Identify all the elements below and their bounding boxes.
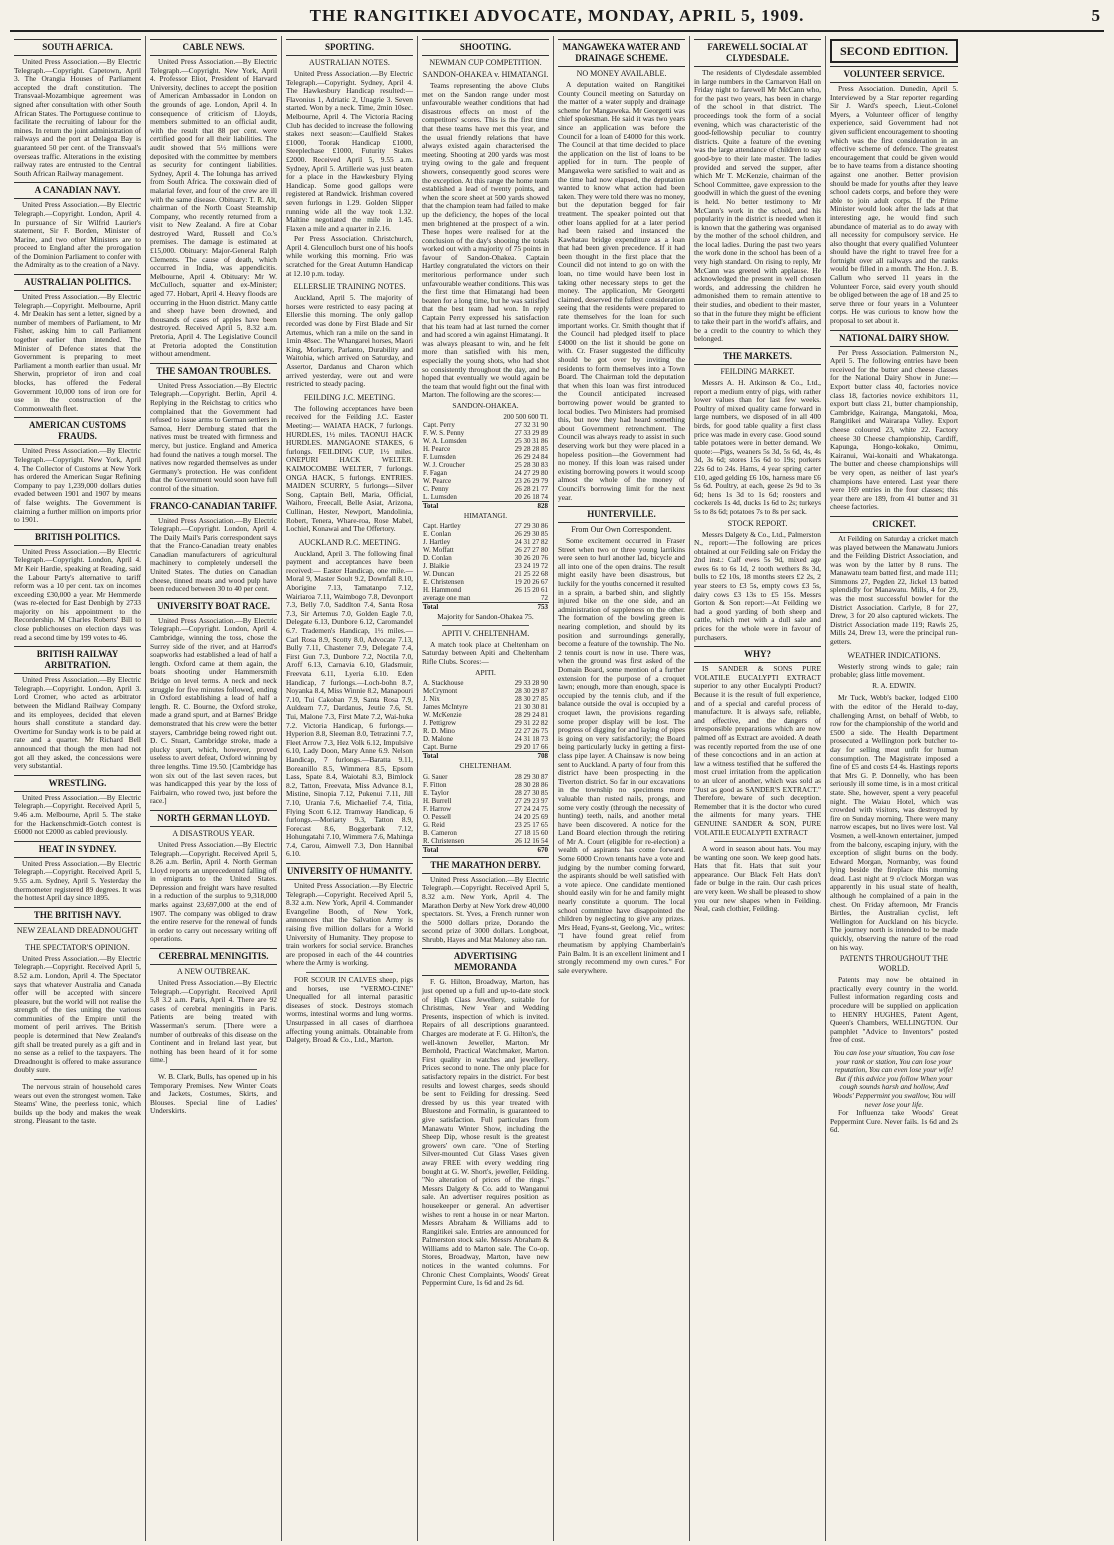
article-body: United Press Association.—By Electric Telegraph.—Copyright. Capetown, April 3. The Orangia Houses of Parliament accepted the draft constitution. The Transvaal-Mozambique agreement was signed after consultation with other South African States. The Portuguese continue to facilitate the recruiting of labour for the mines. In return the joint administration of railways and the port at Delagoa Bay is guaranteed 50 per cent. of the Transvaal's overseas traffic. Alterations in the existing railway rates are entrusted to the Central South African Railway management. [14,57,141,178]
table-row [422,461,549,469]
table-cell: J. Hartley [423,538,451,547]
subheading: SANDON-OHAKEA v. HIMATANGI. [422,70,549,79]
article-body: United Press Association.—By Electric Telegraph.—Copyright. Sydney, April 4. The Hawkesbury Handicap resulted:—Flavonius 1, Adriatic 2, Unagrie 3. Seven started. Won by a neck. Time, 2min 10sec. Melbourne, April 4. The Victoria Racing Club has decided to increase the following stakes next season:—Caulfield Stakes £1000, Toorak Handicap £1000, Steeplechase £1000, Futurity Stakes £2000. Received April 5, 9.55 a.m. Sydney, April 5. Artillerie was just beaten for a place in the Hawkesbury Flying Handicap. Some good gallops were registered at Randwick. Irishman covered seven furlongs in 1.29. Golden Slipper running wide all the way took 1.32. Maltine negotiated the mile in 1.45. Flaxen a mile and a quarter in 2.16. [286,69,413,233]
table-cell: 24 20 25 69 [514,812,548,821]
table-row [422,546,549,554]
headline: WHY? [694,646,821,663]
table-cell: W. Pearce [423,476,452,485]
headline: NORTH GERMAN LLOYD. [150,810,277,827]
subheading: NO MONEY AVAILABLE. [576,69,667,78]
table-cell: J. Pettigrew [423,719,457,728]
table-cell: F. Harrow [423,804,452,813]
table-cell: James McIntyre [423,703,468,712]
table-row [422,530,549,538]
advertisement-patents [830,954,958,1045]
table-cell: W. J. Croucher [423,460,465,469]
subheading: AUCKLAND R.C. MEETING. [298,537,401,547]
column-2 [146,36,282,1541]
article-body: Messrs Dalgety & Co., Ltd., Palmerston N., report:—The following are prices obtained at our Feilding sale on Friday the 2nd inst.: Calf ewes 5s 9d, mixed age ewes 6s to 6s 1d, 2 tooth wethers 8s 3d, bulls to £2 10s, 18 months steers £2 2s, 2 year steers to £3 5s, empty cows £3 5s, dairy cows £3 13s to £5 15s. Messrs Gorton & Son report:—At Feilding we had a good yarding of both sheep and cattle, which met with a dull sale and prices for the whole were in favour of purchasers. [694,529,821,642]
table-cell: F. Lumsden [423,452,456,461]
article-heat-sydney [14,841,141,903]
article-cable-news [150,39,277,359]
advertisement: A word in season about hats. You may be wanting one soon. We keep good hats. Hats that fit. Hats that suit your appearance. Our Black Felt Hats don't fade or bulge in the rain. Our cash prices are very keen. We shall be pleased to show you our new shapes when in Feilding. Neal, cash clothier, Feilding. [694,844,821,914]
article-wrestling [14,775,141,837]
table-row [422,789,549,797]
table-row [422,562,549,570]
table-cell: 828 [485,501,549,510]
article-feilding-jc [286,393,413,534]
article-farewell-social [694,39,821,344]
divider [306,972,393,973]
article-body: United Press Association.—By Electric Telegraph.—Copyright. London, April 3. Lord Cromer, who acted as arbitrator between the Midland Railway Company and its employees, decided that eleven hours shall constitute a standard day. Overtime for Sunday work is to be paid at rate and a quarter. Mr Richard Bell announced that though the men had not got all they asked, the concessions were very substantial. [14,675,141,771]
article-body: United Press Association.—By Electric Telegraph.—Copyright. Received April 5, 9.55 a.m. Sydney, April 5. Yesterday the thermometer registered 89 degrees. It was the hottest April day since 1895. [14,858,141,903]
table-cell: R. D. Mino [423,727,455,736]
table-cell: 27 33 29 89 [514,428,548,437]
table-cell: F. W. S. Penny [423,428,465,437]
table-row [422,773,549,781]
table-row [422,493,549,502]
article-meningitis [150,948,277,1065]
headline: BRITISH POLITICS. [14,529,141,546]
advertisement-verse: You can lose your situation, You can lose your rank or station, You can lose your reputation, You can even lose your wife! But if this advice you follow When your cough sounds harsh and hollow, And Woods' Peppermint you swallow, You will never lose your life. [832,1047,956,1109]
headline: AMERICAN CUSTOMS FRAUDS. [14,417,141,445]
table-cell: 670 [492,845,549,854]
article-north-german-lloyd [150,810,277,944]
divider [34,1079,121,1080]
table-cell: 25 30 31 86 [514,436,548,445]
table-row [422,813,549,821]
headline: VOLUNTEER SERVICE. [830,66,958,83]
article-body: United Press Association.—By Electric Telegraph.—Copyright. Received April 5,8 3.2 a.m. Paris, April 4. There are 92 cases of cerebral meningitis in Paris. Patients are being treated with Wasserman's serum. [There were a number of outbreaks of this disease on the Continent and in Ireland last year, but nothing has been heard of it for some time.] [150,978,277,1065]
subheading: NEW ZEALAND DREADNOUGHT [16,925,139,935]
headline: THE MARATHON DERBY. [422,857,549,874]
headline: HEAT IN SYDNEY. [14,841,141,858]
subheading: STOCK REPORT. [727,518,788,528]
table-cell: 29 28 28 85 [514,444,548,453]
table-cell: W. Duncan [423,570,455,579]
subheading: From Our Own Correspondent. [571,525,672,535]
article-body: The residents of Clydesdale assembled in large numbers in the Carnarvon Hall on Friday night to farewell Mr McCann who, for the past two years, has been in charge of the school in that district. The proceedings took the form of a social evening, which was characteristic of the good-fellowship peculiar to country districts. Quite a feature of the evening was the large attendance of children to say good-bye to their late master. The ladies provided and served the supper, after which Mr T. McKenzie, chairman of the School Committee, gave expression to the goodwill in which the guest of the evening is held. No better testimony to Mr McCann's work in the school, and his popularity in the district is needed when it is known that the gathering was organised by the mother of the school children, and the local ladies. During the past two years the work done in the school has been of a very high standard. On rising to reply, Mr McCann was greeted with applause. He acknowledged the present in well chosen words, and addressing the children he admonished them to remain attentive to their studies, and obedient to their master, so that in the future they might be efficient to take their part in the world's affairs, and be a credit to the country to which they belonged. [694,68,821,344]
table-cell: 26 27 27 80 [514,546,548,555]
article-markets [694,348,821,642]
table-row [422,805,549,813]
article-railway-arbitration [14,646,141,771]
article-advertising-memoranda [422,948,549,1287]
table-cell: 26 12 16 54 [514,836,548,845]
table-cell: 26 28 21 77 [514,484,548,493]
table-cell: Total [422,752,495,761]
masthead-title: THE RANGITIKEI ADVOCATE, MONDAY, APRIL 5, 1909. [309,6,805,25]
article-body: Per Press Association. Palmerston N., April 5. The following entries have been received for the butter and cheese classes for the National Dairy Show in June:—Export butter class 40, factories novice class 18, factories novice exhibitors 11, export butt class 21, butter championship, Cambridge, Kairanga, Mangatoki, Moa, Rangitikei and Wairarapa Valley. Export cheese coloured 23, white 22. Factory cheese 30 Cheese championship, Cardiff, Kapunga, Hongo-kokako, Omimu, Kairanui, Wai-konaiti and Whakatonga. The butter and cheese championships will be very open, as neither of last year's champions have entered. Last year there were 169 entries in the four classes; this year there are 189, from 41 butter and 31 cheese factories. [830,347,958,512]
table-cell: F. Fitton [423,780,447,789]
table-cell: B. Cameron [423,828,457,837]
article-american-customs [14,417,141,524]
article-dairy-show [830,330,958,512]
table-cell: W. Moffatt [423,546,454,555]
article-british-navy [14,907,141,1075]
table-cell: 29 33 28 90 [514,679,548,688]
headline: CEREBRAL MENINGITIS. [150,948,277,965]
article-body: United Press Association.—By Electric Telegraph.—Copyright. Received April 5, 8.32 a.m. New York, April 4. Commander Evangeline Booth, of New York, announces that the Salvation Army is raising five million dollars for a World University of Humanity. They propose to train workers for social service. Branches are proposed in each of the 44 countries where the Army is working. [286,881,413,968]
article-body: United Press Association.—By Electric Telegraph.—Copyright. Berlin, April 4. Replying in the Reichstag to critics who complained that the Government had refused to issue arms to German settlers in Samoa, Herr Dernburg stated that the natives must be treated with firmness and mercy, but justice. England and America had found the natives a tough morsel. The natives now regarded themselves as under Germany's protection. He was confident that the Government would soon have full control of the situation. [150,380,277,493]
article-weather [830,651,958,691]
table-row [422,821,549,829]
table-row [422,421,549,429]
article-body: Mr Tuck, Webb's backer, lodged £100 with the editor of the Herald to-day, challenging Arnst, on behalf of Webb, to row for the championship of the world and £500 a side. The Health Department prosecuted a Wellington pork butcher to-day for selling meat unfit for human consumption. The Magistrate imposed a fine of £5 and costs £4 4s. Hastings reports that Mrs G. P. Donnelly, who has been seriously ill some time, is in a most critical state. She, however, spent a very peaceful night. The Waiau Hotel, which was crowded with visitors, was destroyed by fire on Sunday morning. There were many narrow escapes, but no lives were lost. Val Vosmen, a well-known entertainer, jumped from the balcony, escaping injury, with the exception of slight burns on the body. Edward Morgan, Normanby, was found lying beside the fireplace this morning dead. Last night at 9 o'clock Morgan was apparently in his usual state of health, although he complained of a pain in the chest. On Friday afternoon, Mr Francis Birtles, the Australian cyclist, left Wellington for Auckland on his bicycle. The journey north is intended to be made quickly, observing the nature of the road on his way. [830,693,958,952]
subheading: FEILDING MARKET. [720,367,795,376]
subheading: APITI V. CHELTENHAM. [441,628,530,638]
table-row [422,429,549,437]
column-5 [554,36,690,1541]
article-body: United Press Association.—By Electric Telegraph.—Copyright. Received April 5, 9.46 a.m. Melbourne, April 5. The stake for the Hackenschmidt-Gotch contest is £6000 not £2000 as cabled previously. [14,792,141,837]
second-edition-banner: SECOND EDITION. [830,39,958,63]
signature: R. A. EDWIN. [872,680,916,690]
article-university-humanity [286,863,413,968]
table-row [422,837,549,846]
table-cell: 23 24 19 72 [514,562,548,571]
divider [442,625,529,626]
subheading: A NEW OUTBREAK. [177,967,250,977]
table-row [422,679,549,687]
article-australian-notes [286,58,413,278]
table-row [422,522,549,530]
range-header: 200 500 600 Tl. [503,412,548,421]
table-cell: D. Malone [423,735,453,744]
article-body: Messrs A. H. Atkinson & Co., Ltd., report a medium entry of pigs, with rather lower values than for last few weeks. Poultry of mixed quality came forward in large numbers, we disposed of in all 400 birds, for good table quality a first class price was made in every case. Good sound table potatoes were in better demand. We quote:—Pigs, weaners 5s 3d, 5s 6d, 4s, 4s 3d, 3s 6d; stores 15s 6d to 19s; porkers 22s 6d to 24s. Hams, 4 year spring carter £10, aged gelding £6 10s, harness mare £6 5s 6d. Poultry, at each, geese 2s 9d to 3s 6d; hens 1s 3d to 1s 6d; roosters and cockerels 1s 4d, ducks 1s 6d to 2s; turkeys 5s to 8s 6d; potatoes 7s to 8s per sack. [694,378,821,516]
table-cell: 28 29 24 81 [514,711,548,720]
column-7 [826,36,962,1541]
team-label: CHELTENHAM. [459,761,512,771]
article-body: The following acceptances have been received for the Feilding J.C. Easter Meeting:— WAIATA HACK, 7 furlongs. HURDLES, 1½ miles. TAONUI HACK HURDLES. MANGAONE STAKES, 6 furlongs. FEILDING CUP, 1½ miles. ONEPURI HACK WELTER. KAIMOCOMBE WELTER, 7 furlongs. ONGA HACK, 5 furlongs. ENTRIES. MAIDEN SCURRY, 5 furlongs—Silver Song, Captain Bell, Maria, Official, Waihoro, Freecall, Belle Asiat, Arizona, Cullinan, Hester, Newport, Mandolinia, Robert, Tenera, Whare-roa, Rose Mabel, Lochiel, Konawai and The Offertory. [286,403,413,534]
total-row [422,501,549,510]
columns [10,36,1104,1541]
subheading: AUSTRALIAN NOTES. [309,58,390,67]
table-cell: R. Christensen [423,836,465,845]
table-cell: Capt. Hartley [423,522,461,531]
column-6 [690,36,826,1541]
table-cell: 27 24 24 75 [514,804,548,813]
headline: HUNTERVILLE. [558,506,685,523]
article-body: Per Press Association. Christchurch, April 4. Glenculloch burst one of his hoofs while working this morning. Frio was scratched for the Great Autumn Handicap at 12.10 p.m. today. [286,234,413,278]
article-body: A match took place at Cheltenham on Saturday between Apiti and Cheltenham Rifle Clubs. Scores:— [422,639,549,666]
divider [34,939,121,940]
team-label: SANDON-OHAKEA. [452,400,519,410]
table-cell: 20 26 18 74 [514,492,548,501]
table-cell: 28 29 30 87 [514,772,548,781]
column-4 [418,36,554,1541]
article-british-politics [14,529,141,643]
headline: THE SAMOAN TROUBLES. [150,363,277,380]
table-cell: 21 30 30 81 [514,703,548,712]
article-franco-canadian [150,498,277,594]
table-row [422,538,549,546]
column-3 [282,36,418,1541]
divider [714,841,801,842]
advertisement: For Influenza take Woods' Great Peppermint Cure. Never fails. 1s 6d and 2s 6d. [830,1108,958,1135]
headline: CABLE NEWS. [150,39,277,56]
subheading: A DISASTROUS YEAR. [172,828,255,838]
subheading: PATENTS THROUGHOUT THE WORLD. [839,954,949,974]
article-body: Some excitement occurred in Fraser Street when two or three young larrikins were seen to hurl another lad, bicycle and all into one of the open drains. The result might easily have been disastrous, but luckily for the youths concerned it resulted in a sprain, a barbed shin, and slightly injured bike on the one side, and an administration of suppleness on the other. The formation of the bowling green is nearing completion, and should by its position and surroundings generally, become a feature of the township. The No. 2 tennis court is now in use. There was, when the ground was first asked of the Domain Board, some mention of a further extension for the purpose of a croquet lawn; enough, more than enough, space is occupied by the tennis club, and if the balance outside the oval is occupied by a croquet lawn, the provisions regarding some proper display will be lost. The progress of digging for and laying of pipes is going on very satisfactorily; the Board being particularly lucky in getting a first-class pipe layer. A Chainsaw is now being sent to Auckland. A party of four from this district have been prospecting in the Tiverton district. So far in our excavations in the township no specimens more valuable than rusted nails, prongs, and some very costly (through the necessity of hunting) teeth, nails, and another metal have been discovered. A notice for the Land Board election through the retiring of Mr A. Court (eligible for re-election) a wealth of aspirants has come forward. Some 6000 Crown tenants have a vote and judging by the number coming forward, the aspirants should be well satisfied with a vote apiece. One candidate mentioned should easily win for he and family might nearly constitute a quorum. The local school committee have disappointed the children by neglecting to give any prizes. Mrs Head, Fyans-st, Geelong, Vic., writes: "I have found great relief from rheumatism by applying Chamberlain's Pain Balm. It is an excellent liniment and I strongly recommend my own cures." For sale everywhere. [558,536,685,975]
headline: UNIVERSITY BOAT RACE. [150,598,277,615]
headline: UNIVERSITY OF HUMANITY. [286,863,413,880]
table-cell: E. Taylor [423,788,449,797]
table-row [422,711,549,719]
score-table-himatangi [422,522,549,611]
score-table-apiti [422,679,549,760]
table-cell: 26 29 30 85 [514,530,548,539]
table-cell: J. Nix [423,695,440,704]
table-cell: 753 [496,603,549,612]
headline: A CANADIAN NAVY. [14,182,141,199]
table-cell: Total [422,603,496,612]
table-cell: 708 [495,752,550,761]
table-cell: F. Fagan [423,468,447,477]
article-body: IS SANDER & SONS PURE VOLATILE EUCALYPTI EXTRACT superior to any other Eucalypti Product? Because it is the result of full experience, and of a special and careful process of manufacture. It is always safe, reliable, and effective, and the dangers of irresponsible preparations which are now palmed off as Extract are avoided. A death was recently reported from the use of one of these concoctions and in an action at law a witness testified that he suffered the most cruel irritation from the application to an ulcer of another, which was sold as "Just as good as SANDER'S EXTRACT." Therefore, beware of such deception. Remember that it is the doctor who cured the ailments for many years. THE GENUINE SANDER & SON, PURE VOLATILE EUCALYPTI EXTRACT [694,664,821,837]
table-row [422,485,549,493]
table-cell: 26 15 20 61 [514,586,548,595]
table-cell: 29 31 22 82 [514,719,548,728]
table-cell: E. Christensen [423,578,464,587]
article-mangaweka-water [558,39,685,502]
article-body: United Press Association.—By Electric Telegraph.—Copyright. London, April 4. The Daily Mail's Paris correspondent says that the Franco-Canadian treaty enables Canadian manufacturers of agricultural machinery to completely undersell the United States. The duties on Canadian cheese, tinned meats and wood pulp have been reduced between 30 to 40 per cent. [150,515,277,594]
subheading: NEWMAN CUP COMPETITION. [429,58,542,67]
table-row [422,727,549,735]
table-cell: 23 25 17 65 [514,820,548,829]
table-cell: G. Reid [423,820,445,829]
table-cell: 26 29 24 84 [514,452,548,461]
article-body: Westerly strong winds to gale; rain probable; glass little movement. [830,661,958,680]
article-body: A deputation waited on Rangitikei County Council meeting on Saturday on the matter of a water supply and drainage scheme for Mangaweka. Mr Georgetti was chief spokesman. He said it was two years since an application was before the Council for a loan of £4000 for this work. The Council at that time decided to place the application on the list of loans to be applied for in turn. The people of Mangaweka were satisfied to wait and as the time had now elapsed, the deputation wanted to know what action had been taken. They were told there was no money, but the deputation begged for fair treatment. The speaker pointed out that other loans applied for at a later period had been raised and instanced the Kawhatau bridge expenditure as a loan that had been given precedence. If it had been thought in the first place that the Council did not intend to go on with the loan, no time would have been lost in taking other necessary steps to get the money. The application, Mr Georgetti claimed, deserved the fullest consideration seeing that the residents were prepared to rate themselves for the loan for such important works. Cr. Smith thought that if the Council had pledged itself to place £4000 on the list it should be gone on with. Cr. Fraser suggested the difficulty should be got over by inviting the residents to form themselves into a Town Board. The Chairman told the deputation that when this loan was first introduced the Council anticipated increased borrowing power would be granted to local bodies. Two Ministers had promised this, but now they had heard something about Government retrenchment. The Council was always ready to assist in such deserving work but they were placed in a hopeless position—the Government had no money. If this loan was raised under existing borrowing powers it would scoop almost the whole of the money of Council's borrowing limit for the next year. [558,80,685,502]
article-body: United Press Association.—By Electric Telegraph.—Copyright. London, April 4. Mr Keir Hardie, speaking at Reading, said the Labour Party's alternative to tariff reform was a 10 per cent. tax on incomes exceeding £30,000 a year. Mr Hemmerde (was re-elected for East Denbigh by 2733 majority on his appointment to the Recordership. M Charles Roberts' Bill to close publichouses on election days was read a second time by 199 votes to 46. [14,546,141,642]
table-cell: 28 30 28 86 [514,780,548,789]
article-body: Auckland, April 5. The majority of horses were restricted to easy pacing at Ellerslie this morning. The only gallop recorded was done by First Blade and Sir Artemus, which ran a mile on the sand in 1min 48sec. The Whangarei horses, Maori King, Moriarty, Parlanto, Durability and Waitohia, which arrived on Saturday, and Assertor, Dardanus and Charon which arrived yesterday, were out and were restricted to steady pacing. [286,293,413,389]
article-body: At Feilding on Saturday a cricket match was played between the Manawatu Juniors and the Feilding District Association, and was won by the latter by 8 runs. The Manawatu team batted first, and made 111; Simmons 27, Pegden 22, Jickel 13 batted splendidly for Manawatu. Mills, 4 for 29, was the most successful bowler for the District Association. Carlyle, 8 for 27, Drew, 3 for 20 also captured wickets. The District Association made 119; Rawls 25, Mills 24, Drew 13, were the principal run-getters. [830,533,958,647]
table-row [422,477,549,485]
advertisement: W. B. Clark, Bulls, has opened up in his Temporary Premises. New Winter Coats and Jackets, Costumes, Skirts, and Blouses. Special line of Ladies' Underskirts. [150,1071,277,1116]
table-cell: 28 30 29 87 [514,687,548,696]
article-body: United Press Association.—By Electric Telegraph.—Copyright. Received April 5, 8.52 a.m. London, April 4. The Spectator says that whatever Australia and Canada offer will be accepted with sincere pleasure, but the world will not realise the strength of the ties uniting the various communities of the Empire until the moment of peril arrives. The British people is determined that New Zealand's gift shall be treated purely as a gift and in no sense as a relief to the taxpayers. The Dreadnought is offered to make assurance doubly sure. [14,953,141,1075]
table-cell: 27 32 31 90 [514,420,548,429]
article-volunteer-service [830,66,958,326]
table-cell: O. Pessell [423,812,451,821]
subheading: FEILDING J.C. MEETING. [303,392,396,402]
table-cell: G. Sauer [423,772,448,781]
headline: FRANCO-CANADIAN TARIFF. [150,498,277,515]
table-cell: McCrymont [423,687,458,696]
subheading: ELLERSLIE TRAINING NOTES. [293,282,406,292]
divider [170,1069,257,1070]
article-hunterville [558,506,685,975]
article-australian-politics [14,274,141,413]
headline: ADVERTISING MEMORANDA [422,948,549,976]
headline: SPORTING. [286,39,413,56]
page-number: 5 [1091,6,1100,25]
headline: FAREWELL SOCIAL AT CLYDESDALE. [694,39,821,67]
table-cell: 28 30 27 85 [514,695,548,704]
article-body: United Press Association.—By Electric Telegraph.—Copyright. Received April 5, 8.26 a.m. Berlin, April 4. North German Lloyd reports an unprecedented falling off in emigrants to the United States. Depression and freight wars have resulted in a reduction of the surplus to 9,318,000 marks against 23,697,000 at the end of 1907. The company was obliged to draw the entire reserve for the renewal of funds in order to carry out necessary writing off operations. [150,839,277,944]
article-body: Auckland, April 3. The following final payment and acceptances have been received:— Easter Handicap, one mile.—Moral 9, Master Soult 9.2, Downfall 8.10, Aborigine 7.13, Tamatanpo 7.12, Wairiaroa 7.11, Waimbogo 7.8, Devonport 7.3, Belly 7.0, Saddlton 7.4, Santa Rosa 7.3, Sir Artemus 7.0, Golden Eagle 7.0, Delegate 6.13, Dunbore 6.12, Caromandel 6.7. Trademen's Handicap, 1½ miles.—Carl Rosa 8.9, Scotty 8.0, Advocate 7.13, Bully 7.11, Chastener 7.9, Delegate 7.4, First Gun 7.3, Dunbore 7.2, Noctila 7.0, Aroff 6.13, Carnavia 6.10, Gladsmuir, Freevata 6.11, Lyeria 6.10. Eden Handicap, 7 furlongs.—Loch-bohn 8.7, Noyanka 8.4, Miss Winnie 8.2, Manapouri 7.10, Tui Cakoban 7.9, Santa Rosa 7.9, Auldearn 7.7, Dardanus, Jeutie 7.6, St. Tui, Malone 7.3, First Mate 7.2, Wai-huka 7.2. Victoria Handicap, 6 furlongs.—Hyperion 8.8, Sleeman 8.0, Tetrazinni 7.7, Fleet Arrow 7.3, Hez Volk 6.12, Impulsive 6.10, Lady Doon, Mary Anne 6.9. Nelson Handicap, 7 furlongs.—Baratta 9.11, Boreanillo 8.5, Wimmera 8.5, Epsom Lass, Spate 8.4, Waiotahi 8.3, Bimlock 8.2, Tatton, Freevata, Miss Advance 8.1, Mistine, Sinopia 7.12, Pukenui 7.11, Jill 7.10, Urania 7.6, Michaelief 7.4, Titia, Flying Scott 6.12. Tramway Handicap, 6 furlongs.—Moriarty 9.3, Tatton 8.9, Forecast 8.6, Boggerbank 7.12, Hohungatahi 7.10, Wimmera 7.6, Mahinga 7.4, Carou, Aimwell 7.3, Don Hannibal 6.10. [286,548,413,859]
headline: SOUTH AFRICA. [14,39,141,56]
advertisement: The nervous strain of household cares wears out even the strongest women. Take Steams' Wine, the peerless tonic, which builds up the body and makes the weak strong. Pleasant to the taste. [14,1082,141,1126]
table-cell: Capt. Perry [423,420,455,429]
table-row [422,781,549,789]
table-cell: H. Pearce [423,444,451,453]
article-body: United Press Association.—By Electric Telegraph.—Copyright. Received April 5, 8.32 a.m. New York, April 4. The Marathon Derby at New York drew 40,000 spectators. St. Yves, a French runner won the 5000 dollars prize, Dorando the second prize of 3000 dollars. Longboat, Shrubb, Hayes and Mat Maloney also ran. [422,874,549,944]
subheading: THE SPECTATOR'S OPINION. [25,942,130,952]
table-row [422,554,549,562]
table-row [422,437,549,445]
article-samoan-troubles [150,363,277,494]
article-body: United Press Association.—By Electric Telegraph.—Copyright. New York, April 4. The Collector of Customs at New York has ordered the American Sugar Refining Company to pay 1,239,000 dollars duties evaded between 1901 and 1907 by means of false weights. The Government is claiming a further million on imports prior to 1901. [14,446,141,525]
table-cell: 21 25 22 68 [514,570,548,579]
headline: AUSTRALIAN POLITICS. [14,274,141,291]
table-cell: J. Blaikie [423,562,450,571]
score-table-sandon [422,413,549,510]
table-row [422,687,549,695]
article-body: United Press Association.—By Electric Telegraph.—Copyright. Melbourne, April 4. Mr Deakin has sent a letter, signed by a number of members of Parliament, to Mr Fisher, asking him to call Parliament together earlier than intended. The Minister of Defence states that the Government is preparing to meet Parliament a month earlier than usual. Mr Sherwin, proprietor of iron and coal blocks, has offered the Federal Government 10,000 tons of iron ore for use in the construction of the Commonwealth fleet. [14,292,141,413]
article-cricket [830,516,958,647]
team-label: HIMATANGI. [463,510,508,520]
table-cell: D. Conlan [423,554,452,563]
table-row [422,703,549,711]
headline: THE MARKETS. [694,348,821,365]
table-cell: Total [422,845,492,854]
article-marathon-derby [422,857,549,945]
table-row [422,453,549,461]
table-cell: 27 18 15 60 [514,828,548,837]
advertisement: FOR SCOUR IN CALVES sheep, pigs and horses, use "VERMO-CINE" Unequalled for all internal parasitic diseases of stock. Destroys stomach worms, intestinal worms and lung worms. Unsurpassed in all cases of diarrhoea affecting young animals. Obtainable from Dalgety, Broad & Co., Ltd., Marton. [286,975,413,1045]
total-row [422,603,549,612]
headline: MANGAWEKA WATER AND DRAINAGE SCHEME. [558,39,685,67]
table-row [422,578,549,586]
table-row [422,586,549,594]
team-label: APITI. [475,667,496,677]
table-cell: C. Penny [423,484,449,493]
table-cell: 27 29 23 97 [514,796,548,805]
headline: SHOOTING. [422,39,549,56]
headline: BRITISH RAILWAY ARBITRATION. [14,646,141,674]
article-ellerslie [286,282,413,389]
article-boat-race [150,598,277,806]
table-cell: 24 31 18 73 [514,735,548,744]
table-cell: 27 29 30 86 [514,522,548,531]
table-cell: Capt. Burne [423,743,457,752]
advertisement-why [694,646,821,837]
table-cell: 30 26 20 76 [514,554,548,563]
table-cell: 24 27 29 80 [514,468,548,477]
table-cell: 28 27 30 85 [514,788,548,797]
headline: NATIONAL DAIRY SHOW. [830,330,958,347]
article-body: United Press Association.—By Electric Telegraph.—Copyright. London, April 4. Cambridge, winning the toss, chose the Surrey side of the river, and at Harrod's soapworks had established a lead of half a length. Oxford came at them again, the boats shooting under Hammersmith Bridge on level terms. A neck and neck struggle for five minutes followed, ending in Oxford establishing a lead of half a length. R. C. Bourne, the Oxford stroke, made a grand spurt, and at Barnes' Bridge demonstrated that his crew were the better stayers, Cambridge being rowed right out. D. C. Stuart, Cambridge stroke, made a plucky spurt, which, however, proved useless to avert defeat, Oxford winning by three lengths. Time 19.50. [Cambridge has won six out of the last seven races, but was handicapped this year by the loss of Fairbairn, who rowed two, just before the race.] [150,615,277,806]
table-row [422,570,549,578]
table-cell: W. McKenzie [423,711,462,720]
table-cell: L. Lumsden [423,492,457,501]
subheading: WEATHER INDICATIONS. [847,650,941,660]
article-canadian-navy [14,182,141,270]
table-cell: H. Burrell [423,796,452,805]
headline: WRESTLING. [14,775,141,792]
table-cell: 23 26 29 79 [514,476,548,485]
article-body: F. G. Hilton, Broadway, Marton, has just opened up a full and up-to-date stock of High Class Jewellery, suitable for Christmas, New Year and Wedding Presents, inspection of which is invited. Repairs of all descriptions guaranteed. Charges are moderate at F. G. Hilton's, the well-known Jeweller, Marton. Mr Bernhold, Practical Watchmaker, Marton. First quality in watches and jewellery. Prices second to none. The only place for satisfactory repairs in the district. For best results and lowest charges, seeds should be sent to Feilding for dressing. Seed dressed by us this year treated with Bluestone and Formalin, is guaranteed to give satisfaction. Full particulars from Manawatu Winter Show, including the Sheep Dip, whose result is the greatest growers' own care. "One of Sterling Silver-mounted Cut Glass Vases given away FREE with every wedding ring bought at G. W. Short's, jeweller, Feilding. "No alteration of prices of the rings." Messrs Dalgety & Co. add to Wanganui sale. An advertiser requires position as housekeeper or general. An advertiser wishes to rent a house in or near Marton. Messrs Abraham & Williams add to Rangitikei sale. Entries are announced for Palmerston stock sale. Messrs Abraham & Williams add to Marton sale. The Co-op. Stores, Broadway, Marton, have new notices in the wanted columns. For Chronic Chest Complaints, Woods' Great Peppermint Cure, 1s 6d and 2s 6d. [422,977,549,1288]
table-cell: Total [422,501,485,510]
column-1 [10,36,146,1541]
table-cell: H. Hammond [423,586,462,595]
score-table-cheltenham [422,773,549,854]
table-row [422,695,549,703]
table-cell: A. Stackhouse [423,679,464,688]
table-row [422,743,549,752]
table-row [422,445,549,453]
masthead [10,4,1104,32]
table-cell: 22 27 26 75 [514,727,548,736]
article-body: United Press Association.—By Electric Telegraph.—Copyright. New York, April 4. Professor Eliot, President of Harvard University, declines to accept the position of American Ambassador in London on the grounds of age. London, April 4. In consequence of criticism of Lloyds, members submitted to an official audit, with the result that 88 per cent. were certified good for all their liabilities. The audit showed that 5½ millions were deposited with the committee by members as security for contingent liabilities. Sydney, April 4. The Iohunga has arrived from South Africa. The coxswain died of malarial fever, and four of the crew are ill with the same disease. Obituary: T. R. Alt, chairman of the North Coast Steamship Company, who recently returned from a visit to New Zealand. A fire at Cobar destroyed Ward, Russell and Co.'s premises. The damage is estimated at £15,000. Obituary: Major-General Ralph Clements. The cause of death, which occurred in India, was appendicitis. Melbourne, April 4. Obituary: Mr W. McCulloch, squatter and ex-Minister; aged 77. Hobart, April 4. Heavy floods are occurring in the Huon district. Many cattle and sheep have been drowned, and thousands of cases of apples have been destroyed. Received April 5, 8.32 a.m. Pretoria, April 4. The Legislative Council at Pretoria adopted the Constitution without amendment. [150,57,277,359]
total-row [422,845,549,854]
table-cell: 29 20 17 66 [514,743,548,752]
table-row [422,735,549,743]
article-body: Patents may now be obtained in practically every country in the world. Fullest information regarding costs and procedure will be supplied on application to HENRY HUGHES, Patent Agent, Queen's Chambers, WELLINGTON. Our pamphlet "Advice to Inventors" posted free of cost. [830,975,958,1045]
table-row [422,594,549,603]
table-cell: average one man [423,594,471,603]
article-body: Press Association. Dunedin, April 5. Interviewed by a Star reporter regarding Sir J. Ward's speech, Lieut.-Colonel Myers, a Volunteer officer of lengthy experience, said Government had not given sufficient encouragement to shooting which was the first consideration in an effective scheme of defence. The greatest encouragement that could be given would be to have teams from a distance shooting against one another. Better provision should be made for youths after they leave school cadets corps, and before they were able to join adult corps. If the Prime Minister would look after the lads at that interesting age, he would find such abundance of material as to do away with all necessity for compulsory service. He also thought that every qualified Volunteer should have the right to travel free for a fortnight over all railways and the ranks would be filled in a month. The Hon. J. B. Callum who served 11 years in the Volunteer Force, said every youth should be obliged between the age of 18 and 25 to serve three or four years in a Volunteer corps. He was curious to know how the proposal to set about it. [830,84,958,326]
article-south-africa [14,39,141,178]
article-body: Teams representing the above Clubs met on the Sandon range under most unfavourable weather conditions that had disastrous effects on most of the competitors' scores. This is the first time that these teams have met this year, and the usual friendly relations that have always existed again characterised the meeting. Shooting at 200 yards was most trying owing to the gale and frequent showers, consequently good scores were the exception. At this range the home team established a lead of twenty points, and when the score sheet at 500 yards showed that the champion team had failed to make up the deficiency, the hopes of the local men brightened at the prospect of a win. These hopes were realised for at the conclusion of the day's shooting the totals worked out with a majority of 75 points in favour of Sandon-Ohakea. Captain Hartley congratulated the victors on their meritorious performance under such unfavourable weather conditions. This was the first time that Himatangi had been beaten for a long time, but he was satisfied that the best team had won. In reply Captain Perry expressed his satisfaction that his team had at last turned the corner and had scored a win against Himatangi. It was always pleasant to win, and he felt more than satisfied with his men, especially the young shots, who had shot so consistently throughout the day, and he hoped that eventually we would again be the team that would fight out the final with Marton. The following are the scores:— [422,81,549,400]
article-body: United Press Association.—By Electric Telegraph.—Copyright. London, April 4. In pursuance of Sir Wilfrid Laurier's statement, Sir F. Borden, Minister of Marine, and two other Ministers are to proceed to England after the prorogation of the Dominion Parliament to confer with the Admiralty as to the creation of a Navy. [14,200,141,270]
table-row [422,829,549,837]
article-auckland-rc [286,538,413,859]
table-cell: W. A. Lomsden [423,436,467,445]
table-row [422,469,549,477]
majority-line: Majority for Sandon-Ohakea 75. [437,612,534,622]
headline: THE BRITISH NAVY. [14,907,141,924]
table-cell: 19 20 26 67 [514,578,548,587]
table-row [422,797,549,805]
table-row [422,719,549,727]
headline: CRICKET. [830,516,958,533]
table-cell: 24 31 27 82 [514,538,548,547]
table-cell: 72 [541,594,548,603]
table-cell: E. Conlan [423,530,451,539]
total-row [422,752,549,761]
table-cell: 25 28 30 83 [514,460,548,469]
